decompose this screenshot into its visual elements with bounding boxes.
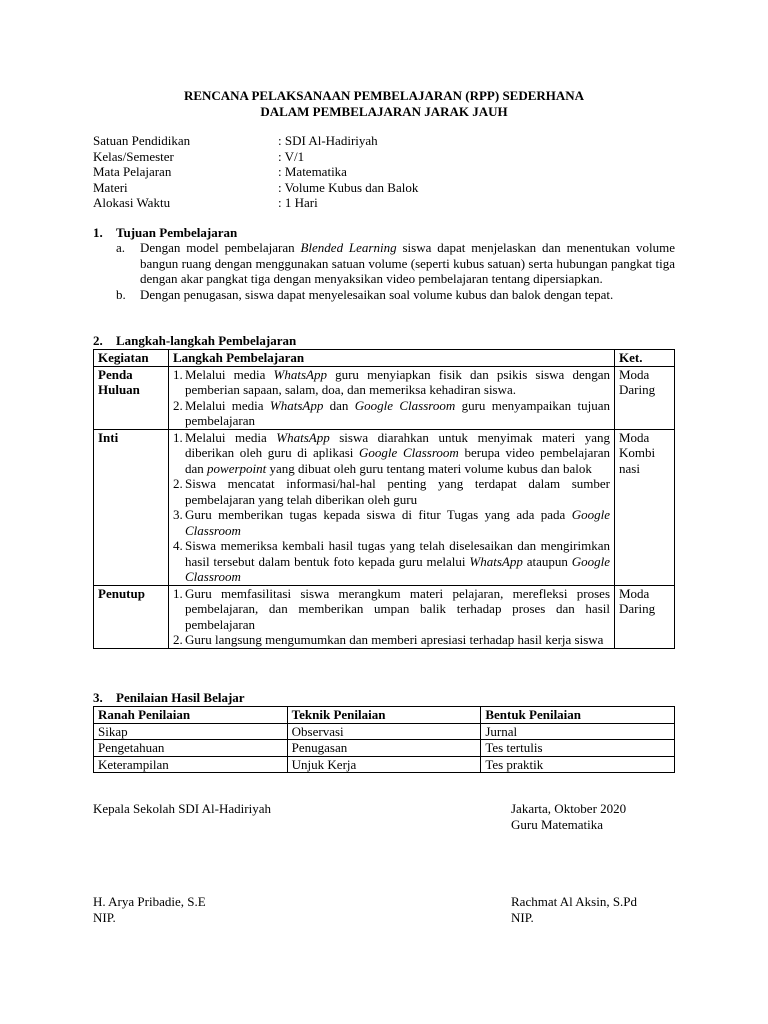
section-3-heading: 3. Penilaian Hasil Belajar	[93, 690, 245, 705]
signature-right-name-block	[511, 894, 637, 926]
column-header: Teknik Penilaian	[287, 707, 481, 724]
identity-row: Mata Pelajaran : Matematika	[93, 164, 347, 180]
principal-name: H. Arya Pribadie, S.E	[93, 894, 206, 909]
section-2-heading: 2. Langkah-langkah Pembelajaran	[93, 333, 297, 348]
principal-role: Kepala Sekolah SDI Al-Hadiriyah	[93, 801, 271, 816]
list-item: a. Dengan model pembelajaran Blended Learning siswa dapat menjelaskan dan menentukan volume bangun ruang dengan menggunakan satuan volume (seperti kubus satuan) serta hubungan pangkat tiga dengan akar pangkat tiga dengan menyaksikan video pembelajaran tentang dipersiapkan.	[116, 240, 676, 286]
list-item: b. Dengan penugasan, siswa dapat menyelesaikan soal volume kubus dan balok dengan tepat.	[116, 286, 614, 302]
title-line-1: RENCANA PELAKSANAAN PEMBELAJARAN (RPP) SEDERHANA	[183, 88, 585, 103]
identity-row: Alokasi Waktu : 1 Hari	[93, 195, 318, 211]
note-cell: Moda Kombi nasi	[615, 429, 675, 585]
table-row	[94, 585, 675, 648]
column-header: Bentuk Penilaian	[481, 707, 675, 724]
principal-nip: NIP.	[93, 910, 116, 925]
activity-cell: Penda Huluan	[94, 366, 169, 429]
table-header-row	[94, 707, 675, 724]
table-header-row	[94, 350, 675, 367]
teacher-name: Rachmat Al Aksin, S.Pd	[511, 894, 638, 909]
document-title	[0, 88, 768, 120]
signature-right	[511, 801, 626, 833]
signature-left	[93, 801, 271, 817]
assessment-table	[93, 706, 675, 773]
identity-row: Kelas/Semester : V/1	[93, 148, 305, 164]
title-line-2: DALAM PEMBELAJARAN JARAK JAUH	[260, 104, 508, 119]
table-row: Sikap Observasi Jurnal	[94, 723, 675, 740]
column-header: Langkah Pembelajaran	[169, 350, 615, 367]
list-item: 1. Guru memfasilitasi siswa merangkum materi pelajaran, merefleksi proses pembelajaran, dan memberikan umpan balik terhadap proses dan hasil pembelajaran	[173, 585, 610, 632]
steps-cell	[169, 366, 615, 429]
list-item: 4. Siswa memeriksa kembali hasil tugas yang telah diselesaikan dan mengirimkan hasil tersebut dalam bentuk foto kepada guru melalui WhatsApp ataupun Google Classroom	[173, 538, 610, 584]
list-item: 2. Siswa mencatat informasi/hal-hal penting yang terdapat dalam sumber pembelajaran yang telah diberikan oleh guru	[173, 476, 610, 507]
identity-row: Satuan Pendidikan : SDI Al-Hadiriyah	[93, 133, 378, 148]
section-1-heading: 1. Tujuan Pembelajaran	[93, 225, 238, 240]
list-item: 2. Guru langsung mengumumkan dan memberi apresiasi terhadap hasil kerja siswa	[173, 632, 604, 647]
objectives-list	[116, 240, 675, 302]
teacher-role: Guru Matematika	[511, 817, 604, 832]
table-row: Pengetahuan Penugasan Tes tertulis	[94, 740, 675, 757]
identity-block	[93, 133, 693, 211]
activity-cell: Penutup	[94, 585, 169, 648]
list-item: 1. Melalui media WhatsApp siswa diarahkan untuk menyimak materi yang diberikan oleh guru di aplikasi Google Classroom berupa video pembelajaran dan powerpoint yang dibuat oleh guru tentang materi volume kubus dan balok	[173, 429, 611, 476]
column-header: Ket.	[615, 350, 675, 367]
steps-cell	[169, 429, 615, 585]
table-row: Keterampilan Unjuk Kerja Tes praktik	[94, 756, 675, 773]
teacher-nip: NIP.	[511, 910, 534, 925]
list-item: 3. Guru memberikan tugas kepada siswa di fitur Tugas yang ada pada Google Classroom	[173, 507, 610, 538]
table-row	[94, 429, 675, 585]
list-item: 1. Melalui media WhatsApp guru menyiapkan fisik dan psikis siswa dengan pemberian sapaan, salam, doa, dan memeriksa kehadiran siswa.	[173, 366, 611, 397]
steps-cell	[169, 585, 615, 648]
identity-row: Materi : Volume Kubus dan Balok	[93, 179, 419, 195]
column-header: Kegiatan	[94, 350, 169, 367]
note-cell: Moda Daring	[615, 366, 675, 429]
note-cell: Moda Daring	[615, 585, 675, 648]
place-date: Jakarta, Oktober 2020	[511, 801, 627, 816]
column-header: Ranah Penilaian	[94, 707, 288, 724]
learning-steps-table	[93, 349, 675, 649]
table-row	[94, 366, 675, 429]
list-item: 2. Melalui media WhatsApp dan Google Classroom guru menyampaikan tujuan pembelajaran	[173, 397, 611, 428]
activity-cell: Inti	[94, 429, 169, 585]
signature-left-name-block	[93, 894, 206, 926]
